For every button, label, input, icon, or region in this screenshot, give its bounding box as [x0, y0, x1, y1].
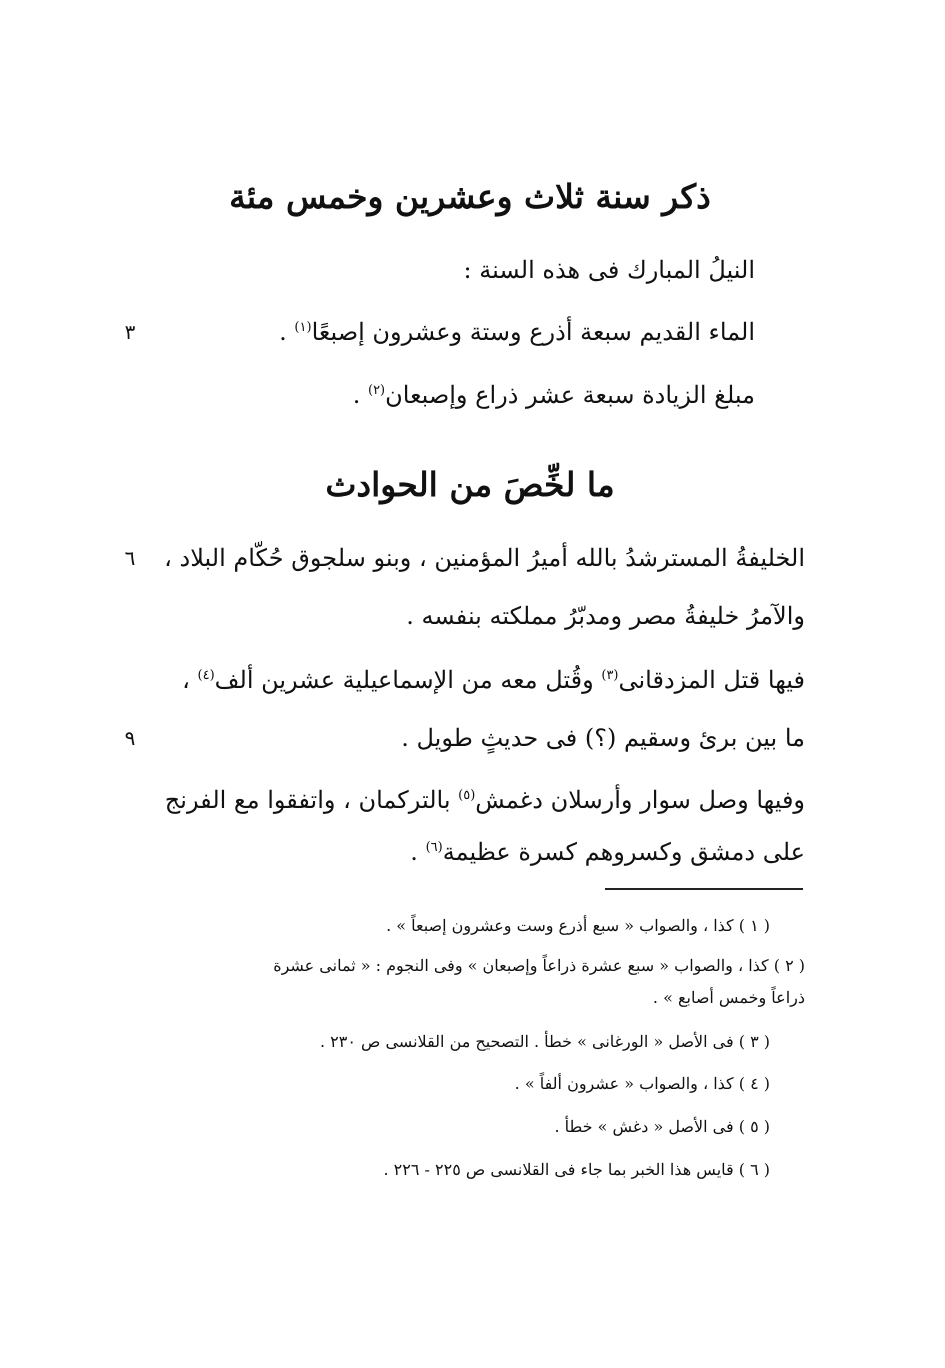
nile-old-water-text: الماء القديم سبعة أذرع وستة وعشرون إصبعًا — [311, 318, 755, 346]
body-line-4: ما بين برئ وسقيم (؟) فى حديثٍ طويل . — [401, 724, 805, 752]
margin-number-3: ٣ — [124, 320, 136, 344]
body-line-6 — [410, 832, 805, 872]
footnote-2-line-1: ( ٢ ) كذا ، والصواب « سبع عشرة ذراعاً وإصبعان » وفى النجوم : « ثمانى عشرة — [273, 956, 805, 975]
body-line-3-b: وقُتل معه من الإسماعيلية عشرين ألف — [214, 666, 602, 694]
year-title: ذكر سنة ثلاث وعشرين وخمس مئة — [229, 177, 711, 216]
body-line-6-b: . — [410, 838, 426, 866]
body-line-5-b: بالتركمان ، واتفقوا مع الفرنج — [164, 786, 459, 814]
footnote-ref-2: (٢) — [367, 383, 386, 398]
body-line-1: الخليفةُ المسترشدُ بالله أميرُ المؤمنين ، وبنو سلجوق حُكّام البلاد ، — [164, 544, 805, 572]
nile-heading: النيلُ المبارك فى هذه السنة : — [463, 256, 755, 284]
footnote-3: ( ٣ ) فى الأصل « الورغانى » خطأ . التصحيح من القلانسى ص ٢٣٠ . — [319, 1032, 770, 1051]
footnote-ref-1: (١) — [294, 320, 312, 335]
footnote-ref-3: (٣) — [601, 668, 619, 683]
nile-old-water — [279, 312, 755, 352]
footnote-4: ( ٤ ) كذا ، والصواب « عشرون ألفاً » . — [514, 1074, 770, 1093]
body-line-6-a: على دمشق وكسروهم كسرة عظيمة — [442, 838, 805, 866]
events-heading: ما لخِّصَ من الحوادث — [325, 465, 615, 504]
body-line-3 — [182, 660, 805, 700]
margin-number-9: ٩ — [124, 726, 136, 750]
nile-increase — [353, 375, 755, 415]
body-line-3-a: فيها قتل المزدقانى — [618, 666, 805, 694]
nile-old-water-end: . — [279, 318, 295, 346]
footnote-ref-4: (٤) — [197, 668, 215, 683]
margin-number-6: ٦ — [124, 546, 136, 570]
footnote-6: ( ٦ ) قايس هذا الخبر بما جاء فى القلانسى ص ٢٢٥ - ٢٢٦ . — [383, 1160, 770, 1179]
body-line-5 — [165, 780, 805, 820]
nile-increase-text: مبلغ الزيادة سبعة عشر ذراع وإصبعان — [385, 381, 755, 409]
body-line-5-a: وفيها وصل سوار وأرسلان دغمش — [475, 786, 805, 814]
body-line-3-c: ، — [182, 666, 198, 694]
footnote-ref-6: (٦) — [425, 840, 443, 855]
nile-increase-end: . — [352, 381, 368, 409]
footnote-divider — [605, 888, 803, 890]
footnote-5: ( ٥ ) فى الأصل « دغش » خطأ . — [554, 1117, 770, 1136]
body-line-2: والآمرُ خليفةُ مصر ومدبّرُ مملكته بنفسه . — [406, 602, 805, 630]
footnote-1: ( ١ ) كذا ، والصواب « سبع أذرع وست وعشرون إصبعاً » . — [386, 916, 770, 935]
footnote-ref-5: (٥) — [458, 788, 476, 803]
footnote-2-line-2: ذراعاً وخمس أصابع » . — [652, 988, 805, 1007]
